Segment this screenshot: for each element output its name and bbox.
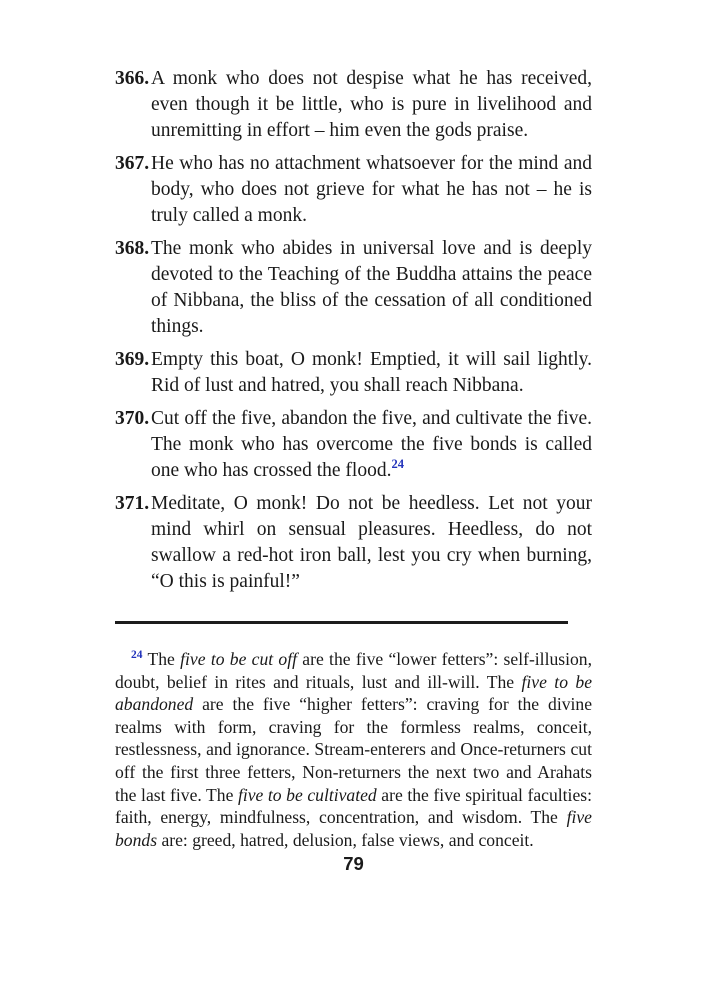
footnote (115, 648, 592, 851)
verse-number: 368. (115, 238, 150, 259)
verse-text (151, 236, 592, 340)
footnote-segment: are: greed, hatred, delusion, false views, and conceit. (157, 829, 534, 850)
footnote-segment: five to be cultivated (237, 784, 377, 805)
footnote-segment: are the five “higher fetters”: craving for the divine realms with form, craving for the formless realms, conceit, restlessness, and ignorance. Stream-enterers and Once-returners cut off the first three fetters, Non-returners the next two and Arahats the last five. The (115, 694, 592, 805)
verse-366 (115, 66, 592, 144)
verse-text (151, 491, 592, 595)
footnote-segment: five to be abandoned (115, 671, 592, 715)
verse-371 (115, 491, 592, 595)
footnote-ref-link[interactable]: 24 (391, 456, 404, 471)
footnote-segment: five to be cut off (180, 649, 298, 669)
verse-body: A monk who does not despise what he has received, even though it be little, who is pure in livelihood and unremitting in effort – him even the gods praise. (151, 68, 592, 141)
verse-text (151, 151, 592, 229)
verse-367 (115, 151, 592, 229)
verse-368 (115, 236, 592, 340)
verse-text (151, 406, 592, 484)
page-number: 79 (343, 853, 364, 875)
verse-text (151, 347, 592, 399)
verse-text (151, 66, 592, 144)
footnote-segment: are the five spiritual faculties: faith, energy, mindfulness, concentration, and wisdom. The (115, 784, 592, 828)
verse-number: 366. (115, 68, 150, 89)
footnote-separator (115, 621, 568, 624)
verse-number: 367. (115, 153, 150, 174)
verse-number: 371. (115, 493, 150, 514)
footnote-marker[interactable]: 24 (131, 649, 143, 662)
footnote-segment: five bonds (115, 807, 592, 850)
verse-370 (115, 406, 592, 484)
verse-body: Meditate, O monk! Do not be heedless. Let not your mind whirl on sensual pleasures. Heedless, do not swallow a red-hot iron ball, lest you cry when burning, “O this is painful!” (151, 493, 592, 592)
verse-body: He who has no attachment whatsoever for the mind and body, who does not grieve for what he has not – he is truly called a monk. (151, 153, 592, 226)
verse-body: The monk who abides in universal love and is deeply devoted to the Teaching of the Buddha attains the peace of Nibbana, the bliss of the cessation of all conditioned things. (151, 238, 592, 337)
footnote-segment: are the five “lower fetters”: self-illusion, doubt, belief in rites and rituals, lust and ill-will. The (115, 649, 592, 692)
footnote-segment: The (147, 649, 181, 669)
verse-body: Cut off the five, abandon the five, and cultivate the five. The monk who has overcome the five bonds is called one who has crossed the flood. (151, 408, 592, 481)
verse-body: Empty this boat, O monk! Emptied, it will sail lightly. Rid of lust and hatred, you shall reach Nibbana. (151, 349, 592, 396)
verse-number: 370. (115, 408, 150, 429)
verse-number: 369. (115, 349, 150, 370)
page-content (115, 66, 592, 875)
verse-369 (115, 347, 592, 399)
